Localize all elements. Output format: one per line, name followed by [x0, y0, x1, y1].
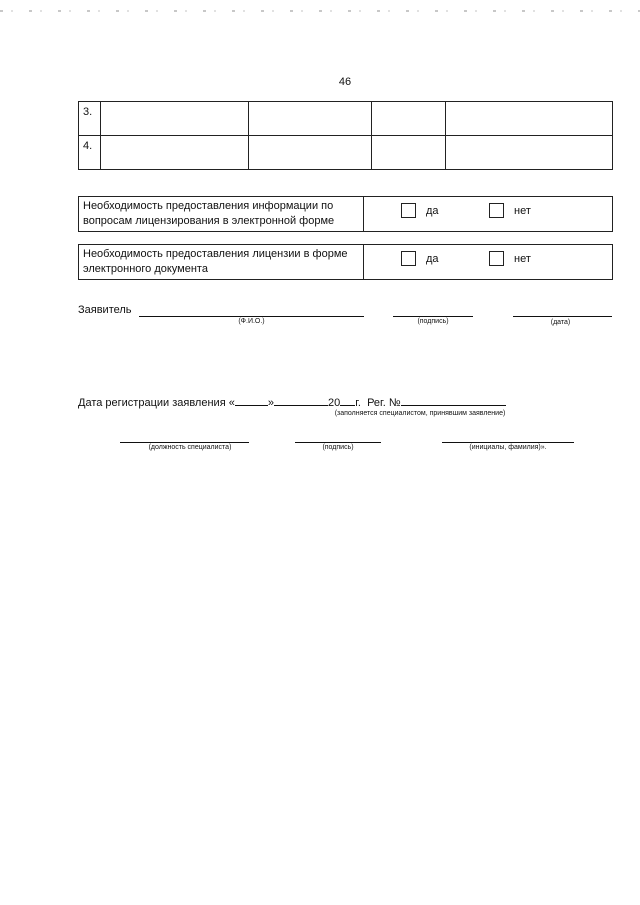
specialist-position-line[interactable] [120, 430, 249, 443]
no-checkbox[interactable] [489, 203, 504, 218]
specialist-signature-caption: (подпись) [322, 444, 354, 451]
applicant-signature-line[interactable] [393, 304, 473, 317]
reg-number-field[interactable] [401, 395, 506, 406]
scan-artifact-line [0, 10, 640, 12]
day-field[interactable] [235, 395, 268, 406]
option-yes[interactable] [401, 251, 439, 266]
registration-note: (заполняется специалистом, принявшим заявление) [334, 410, 506, 417]
table-cell [249, 102, 372, 136]
applicant-name-line[interactable] [139, 304, 364, 317]
table-cell [249, 136, 372, 170]
registration-line [78, 395, 506, 409]
name-caption: (инициалы, фамилия)». [469, 444, 547, 451]
row-number: 3. [79, 102, 101, 136]
position-caption: (должность специалиста) [148, 444, 232, 451]
table-cell [101, 136, 249, 170]
year-prefix: 20 [327, 397, 341, 409]
answer-options [364, 197, 613, 232]
option-no[interactable] [489, 251, 531, 266]
no-label: нет [514, 252, 531, 265]
table-cell [372, 102, 446, 136]
registration-label: Дата регистрации заявления « [78, 397, 235, 409]
table-cell [372, 136, 446, 170]
date-caption: (дата) [550, 319, 571, 326]
fio-caption: (Ф.И.О.) [238, 318, 265, 325]
no-checkbox[interactable] [489, 251, 504, 266]
table-row [79, 136, 613, 170]
yes-checkbox[interactable] [401, 251, 416, 266]
electronic-license-question [78, 244, 613, 280]
specialist-name-line[interactable] [442, 430, 574, 443]
items-table [78, 101, 613, 170]
applicant-date-line[interactable] [513, 304, 612, 317]
table-cell [101, 102, 249, 136]
yes-label: да [426, 204, 439, 217]
question-text: Необходимость предоставления лицензии в форме электронного документа [79, 245, 364, 280]
table-row [79, 102, 613, 136]
no-label: нет [514, 204, 531, 217]
signature-caption: (подпись) [417, 318, 449, 325]
year-field[interactable] [340, 395, 355, 406]
quote-close: » [267, 397, 274, 409]
table-cell [446, 102, 613, 136]
answer-options [364, 245, 613, 280]
row-number: 4. [79, 136, 101, 170]
year-suffix: г. [355, 397, 361, 409]
electronic-info-question [78, 196, 613, 232]
option-yes[interactable] [401, 203, 439, 218]
question-text: Необходимость предоставления информации по вопросам лицензирования в электронной форме [79, 197, 364, 232]
page-number: 46 [338, 76, 352, 88]
reg-no-label: Рег. № [367, 397, 401, 409]
yes-label: да [426, 252, 439, 265]
yes-checkbox[interactable] [401, 203, 416, 218]
option-no[interactable] [489, 203, 531, 218]
month-field[interactable] [274, 395, 328, 406]
specialist-signature-line[interactable] [295, 430, 381, 443]
table-cell [446, 136, 613, 170]
applicant-label: Заявитель [78, 304, 132, 316]
